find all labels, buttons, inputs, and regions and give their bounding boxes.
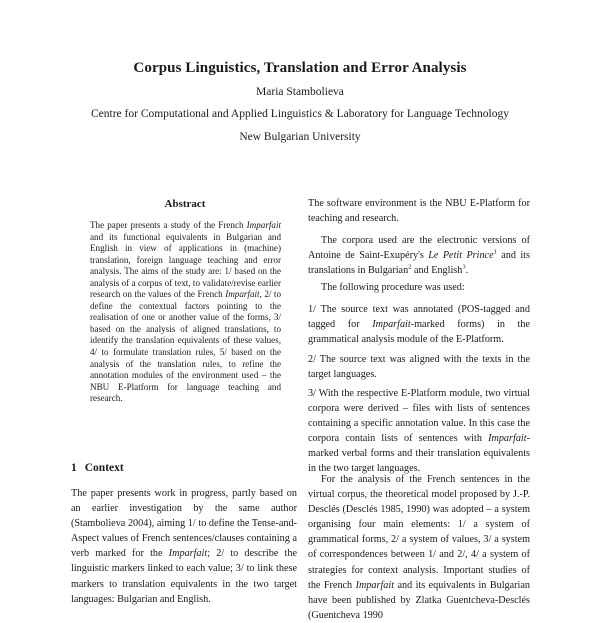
author-name: Maria Stambolieva (256, 86, 344, 98)
footnote-1: 1 (493, 248, 497, 256)
footnote-2: 2 (408, 263, 412, 271)
paragraph-software: The software environment is the NBU E-Platform for teaching and research. (308, 198, 530, 225)
section-number: 1 (71, 462, 77, 474)
section-title: Context (84, 462, 124, 474)
paper-title: Corpus Linguistics, Translation and Error Analysis (133, 60, 467, 76)
paragraph-procedure: The following procedure was used: (321, 282, 465, 293)
paragraph-corpora: The corpora used are the electronic versions of Antoine de Saint-Exupéry's Le Petit Prince$^1$ and its translations in Bulgarian$^2$ and English$^3$. (308, 235, 530, 277)
section-heading (71, 462, 124, 474)
paragraph-step-3: 3/ With the respective E-Platform module, two virtual corpora were derived – files with lists of sentences containing a specific annotation value. In this case the corpora contain lists of sentences with Imparfait-marked verbal forms and their translation equivalents in the two target languages. (308, 388, 530, 475)
paragraph-step-1: 1/ The source text was annotated (POS-tagged and tagged for Imparfait-marked forms) in the grammatical analysis module of the E-Platform. (308, 304, 530, 346)
section-body: The paper presents work in progress, partly based on an earlier investigation by the same author (Stambolieva 2004), aiming 1/ to define the Tense-and-Aspect values of French sentences/clauses containing a verb marked for the Imparfait; 2/ to describe the linguistic markers linked to each value; 3/ to link these markers to translation equivalents in the two target languages: Bulgarian and English. (71, 488, 297, 605)
footnote-3: 3 (462, 263, 466, 271)
abstract-heading: Abstract (164, 198, 206, 210)
university: New Bulgarian University (239, 131, 361, 143)
abstract-text: The paper presents a study of the French Imparfait and its functional equivalents in Bulgarian and English in view of applications in (machine) translation, foreign language teaching and error analysis. The aims of the study are: 1/ based on the analysis of a corpus of text, to validate/revise earlier research on the values of the French Imparfait, 2/ to define the contextual factors pointing to the realisation of one or another value of the forms, 3/ based on the analysis of aligned translations, to identify the translation equivalents of these values, 4/ to formulate translation rules, 5/ based on the analysis of the translation rules, to refine the annotation modules of the environment used – the NBU E-Platform for language teaching and research. (90, 220, 281, 404)
paragraph-step-2: 2/ The source text was aligned with the texts in the target languages. (308, 354, 530, 381)
affiliation: Centre for Computational and Applied Linguistics & Laboratory for Language Technology (91, 108, 509, 120)
paragraph-analysis: For the analysis of the French sentences in the virtual corpus, the theoretical model proposed by J.-P. Desclés (Desclés 1985, 1990) was adopted – a system organising four main elements: 1/ a system of grammatical forms, 2/ a system of values, 3/ a system of correspondences between 1/ and 2/, 4/ a system of strategies for context analysis. Important studies of the French Imparfait and its equivalents in Bulgarian have been published by Zlatka Guentcheva-Desclés (Guentcheva 1990 (308, 474, 530, 621)
